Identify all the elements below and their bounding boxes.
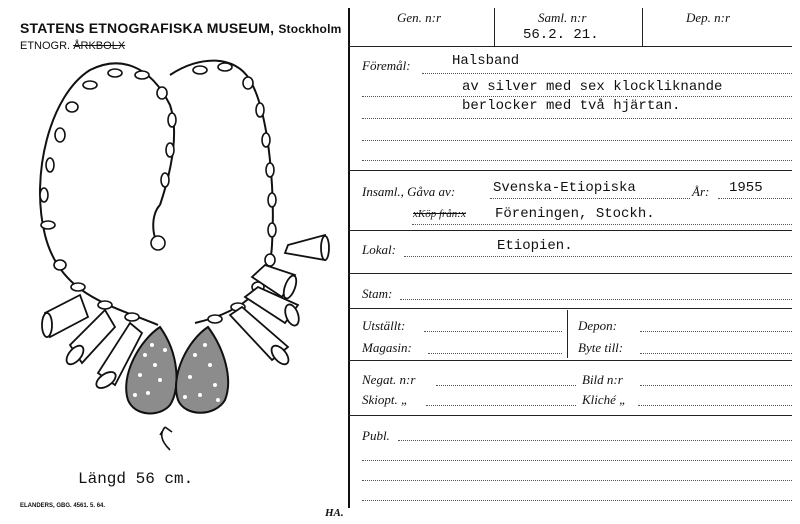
necklace-drawing bbox=[20, 55, 350, 465]
dotted-line bbox=[490, 198, 690, 199]
dotted-line bbox=[400, 299, 792, 300]
dotted-line bbox=[718, 198, 792, 199]
dotted-line bbox=[362, 500, 792, 501]
museum-name bbox=[20, 20, 341, 36]
saml-value: 56.2. 21. bbox=[523, 27, 599, 43]
stam-bottom-rule bbox=[348, 308, 792, 309]
foremal-line-3: berlocker med två hjärtan. bbox=[462, 98, 681, 114]
pointer-arrow bbox=[160, 427, 172, 450]
dep-label: Dep. n:r bbox=[686, 10, 731, 25]
dotted-line bbox=[640, 331, 792, 332]
saml-label: Saml. n:r bbox=[538, 10, 587, 25]
chain-links bbox=[40, 63, 276, 323]
museum-city: Stockholm bbox=[278, 22, 342, 36]
negat-bottom-rule bbox=[348, 415, 792, 416]
heart-pendants bbox=[126, 327, 228, 413]
insaml-label: Insaml., Gåva av: bbox=[362, 184, 456, 199]
magasin-bottom-rule bbox=[348, 360, 792, 361]
divider-gen-saml bbox=[494, 8, 495, 46]
etnogr-line bbox=[20, 40, 125, 52]
dotted-line bbox=[412, 224, 792, 225]
utstallt-label: Utställt: bbox=[362, 318, 406, 333]
skiopt-label: Skiopt. „ bbox=[362, 392, 409, 407]
dotted-line bbox=[422, 73, 792, 74]
dotted-line bbox=[640, 385, 792, 386]
dotted-line bbox=[362, 118, 792, 119]
publ-label: Publ. bbox=[362, 428, 390, 443]
insaml-value-2: Föreningen, Stockh. bbox=[495, 206, 655, 222]
divider-utstallt-depon bbox=[567, 310, 568, 358]
kliche-label: Kliché „ bbox=[582, 392, 627, 407]
insaml-value: Svenska-Etiopiska bbox=[493, 180, 636, 196]
foremal-line-1: Halsband bbox=[452, 53, 520, 69]
bild-label: Bild n:r bbox=[582, 372, 623, 387]
dotted-line bbox=[426, 405, 576, 406]
etnogr-struck: ÅRKBOLX bbox=[73, 40, 126, 52]
dotted-line bbox=[362, 460, 792, 461]
lokal-label: Lokal: bbox=[362, 242, 396, 257]
foremal-line-2: av silver med sex klockliknande bbox=[462, 79, 723, 95]
dotted-line bbox=[362, 160, 792, 161]
card-left-border bbox=[348, 8, 350, 508]
gen-label: Gen. n:r bbox=[397, 10, 442, 25]
dotted-line bbox=[640, 353, 792, 354]
dotted-line bbox=[362, 140, 792, 141]
dotted-line bbox=[398, 440, 792, 441]
etnogr-label: ETNOGR. bbox=[20, 40, 71, 52]
bottom-handwritten-mark: HA. bbox=[325, 507, 344, 519]
foremal-bottom-rule bbox=[348, 170, 792, 171]
lokal-value: Etiopien. bbox=[497, 238, 573, 254]
magasin-label: Magasin: bbox=[362, 340, 412, 355]
foremal-label: Föremål: bbox=[362, 58, 411, 73]
divider-saml-dep bbox=[642, 8, 643, 46]
dotted-line bbox=[362, 480, 792, 481]
lokal-bottom-rule bbox=[348, 273, 792, 274]
printer-mark: ELANDERS, GBG. 4561. 5. 64. bbox=[20, 503, 106, 509]
dotted-line bbox=[428, 353, 562, 354]
negat-label: Negat. n:r bbox=[362, 372, 416, 387]
stam-label: Stam: bbox=[362, 286, 393, 301]
header-bottom-rule bbox=[348, 46, 792, 47]
dotted-line bbox=[404, 256, 792, 257]
kop-fran-struck: xKöp från:x bbox=[413, 208, 466, 220]
depon-label: Depon: bbox=[578, 318, 617, 333]
insaml-bottom-rule bbox=[348, 230, 792, 231]
dotted-line bbox=[436, 385, 576, 386]
museum-title: STATENS ETNOGRAFISKA MUSEUM, bbox=[20, 20, 275, 36]
dotted-line bbox=[638, 405, 792, 406]
ar-label: År: bbox=[692, 184, 710, 199]
byte-label: Byte till: bbox=[578, 340, 624, 355]
dotted-line bbox=[362, 96, 792, 97]
dotted-line bbox=[424, 331, 562, 332]
length-caption: Längd 56 cm. bbox=[78, 470, 194, 488]
ar-value: 1955 bbox=[729, 180, 763, 196]
